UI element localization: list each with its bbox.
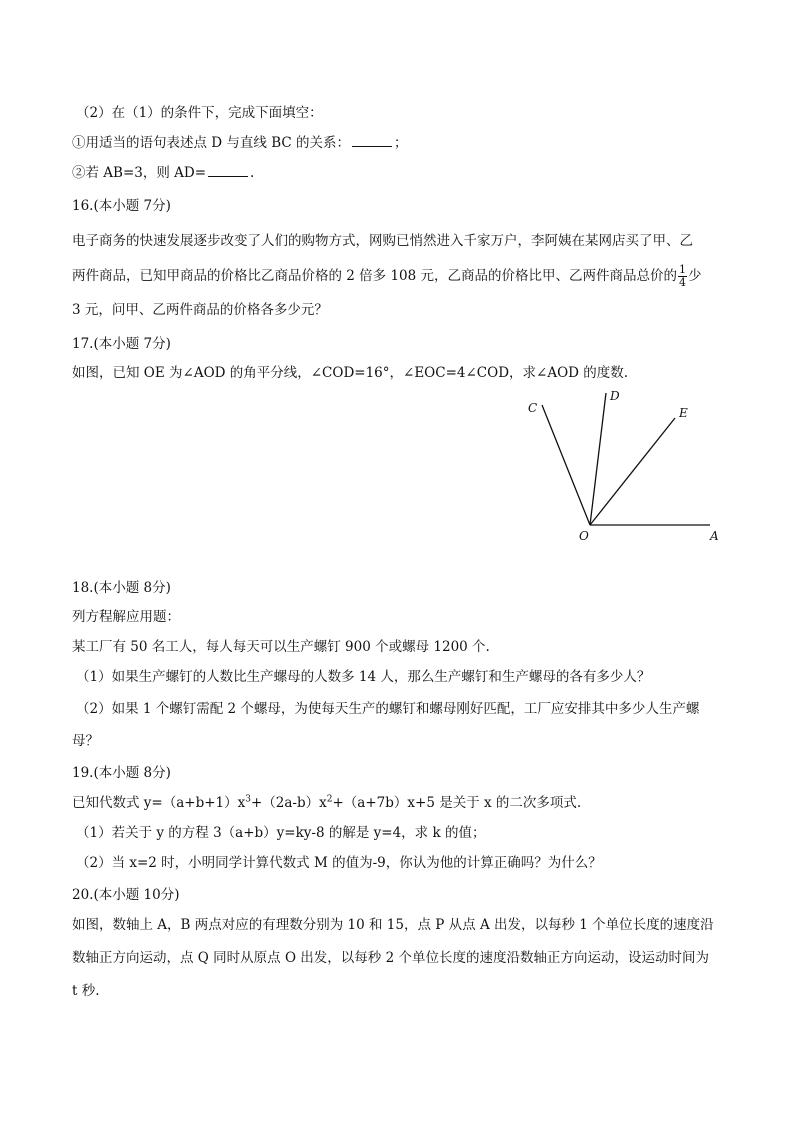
q20-line1: 如图，数轴上 A，B 两点对应的有理数分别为 10 和 15，点 P 从点 A 出发，以每秒 1 个单位长度的速度沿 [72,917,714,933]
q16-line2 [72,264,702,289]
q19-line1-b: +（2a-b）x [250,795,327,811]
label-O: O [579,529,589,543]
label-A: A [710,529,719,543]
q18-line3: （1）如果生产螺钉的人数比生产螺母的人数多 14 人，那么生产螺钉和生产螺母的各有多少人？ [76,669,651,685]
q20-line3: t 秒. [72,983,100,999]
q15-item2-text: ②若 AB=3，则 AD= [72,165,207,181]
q18-header: 18.(本小题 8分) [72,580,171,596]
label-E: E [679,406,688,420]
q15-item2 [72,163,254,183]
q18-line4: （2）如果 1 个螺钉需配 2 个螺母，为使每天生产的螺钉和螺母刚好匹配，工厂应安排其中多少人生产螺 [76,701,700,717]
q19-line1-a: 已知代数式 y=（a+b+1）x [72,795,246,811]
q16-line2-a: 两件商品，已知甲商品的价格比乙商品价格的 2 倍多 108 元，乙商品的价格比甲、乙两件商品总价的 [72,268,678,284]
q20-line2: 数轴正方向运动，点 Q 同时从原点 O 出发，以每秒 2 个单位长度的速度沿数轴正方向运动，设运动时间为 [72,950,709,966]
label-D: D [610,389,620,403]
exponent-3: 3 [245,794,251,805]
ray-OC [542,405,590,525]
angle-figure [510,385,740,555]
q15-item1-end: ； [394,135,408,151]
q20-header: 20.(本小题 10分) [72,887,180,903]
fraction-denominator: 4 [679,276,687,289]
q15-item1 [72,133,408,153]
q19-line3: （2）当 x=2 时，小明同学计算代数式 M 的值为-9，你认为他的计算正确吗？为什么？ [76,855,602,871]
q19-line1-c: +（a+7b）x+5 是关于 x 的二次多项式. [332,795,582,811]
q18-line5: 母？ [72,733,99,749]
label-C: C [528,401,538,415]
q16-line3: 3 元，问甲、乙两件商品的价格各多少元？ [72,302,328,318]
q18-line1: 列方程解应用题： [72,609,180,625]
q19-line2: （1）若关于 y 的方程 3（a+b）y=ky-8 的解是 y=4，求 k 的值； [76,825,486,841]
q17-header: 17.(本小题 7分) [72,336,171,352]
answer-blank [208,164,248,177]
q19-line1 [72,793,581,813]
q17-text: 如图，已知 OE 为∠AOD 的角平分线，∠COD=16°，∠EOC=4∠COD，求∠AOD 的度数. [72,365,629,381]
fraction-numerator: 1 [679,263,687,276]
q15-item2-end: . [250,165,255,181]
q19-header: 19.(本小题 8分) [72,765,171,781]
fraction [678,264,687,289]
q16-header: 16.(本小题 7分) [72,198,171,214]
q18-line2: 某工厂有 50 名工人，每人每天可以生产螺钉 900 个或螺母 1200 个. [72,639,490,655]
q16-line2-b: 少 [688,268,702,284]
ray-OD [590,393,606,525]
q15-part2-intro: （2）在（1）的条件下，完成下面填空： [76,105,323,121]
answer-blank [352,134,392,147]
q16-line1: 电子商务的快速发展逐步改变了人们的购物方式，网购已悄然进入千家万户，李阿姨在某网店买了甲、乙 [72,233,693,249]
exponent-2: 2 [326,794,333,805]
q15-item1-text: ①用适当的语句表述点 D 与直线 BC 的关系： [72,135,350,151]
ray-OE [590,418,675,525]
